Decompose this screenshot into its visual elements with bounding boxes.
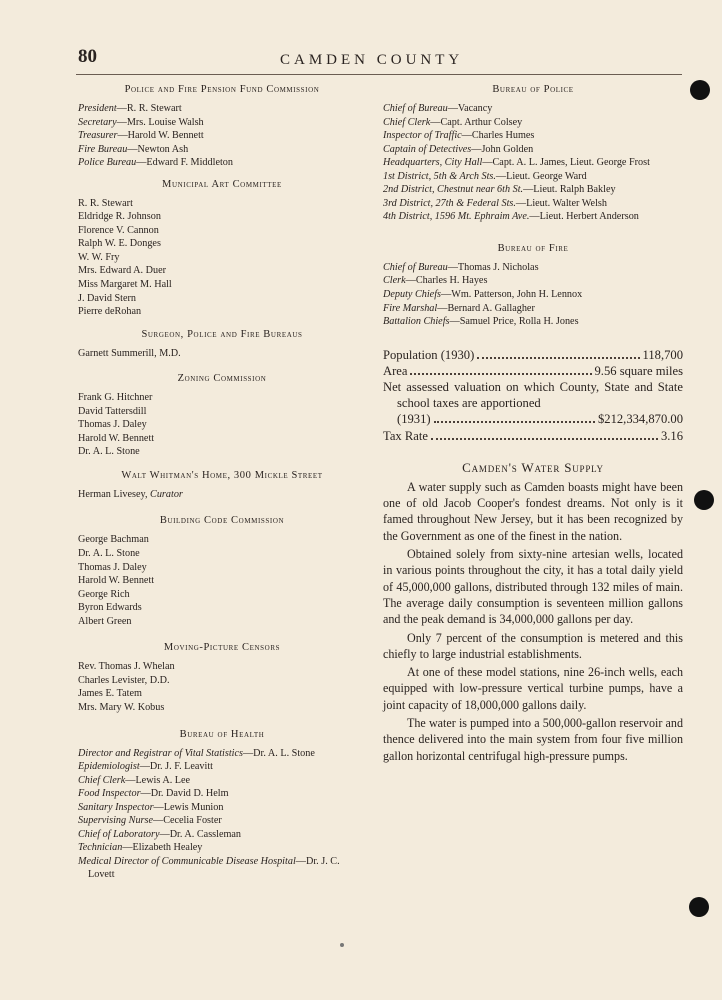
officer-entry bbox=[383, 302, 683, 316]
leader-dots bbox=[477, 357, 639, 359]
officer-name: —Lieut. Ralph Bakley bbox=[523, 184, 616, 196]
member-name: George Bachman bbox=[78, 534, 149, 546]
section-title: Moving-Picture Censors bbox=[163, 642, 281, 654]
section-title: Walt Whitman's Home, 300 Mickle Street bbox=[121, 469, 323, 481]
leader-dots bbox=[410, 373, 591, 375]
officer-name: —Lieut. George Ward bbox=[495, 170, 587, 182]
officer-role: Sanitary Inspector bbox=[78, 801, 154, 813]
curator-name: Herman Livesey, bbox=[78, 488, 151, 500]
officer-name: —Edward F. Middleton bbox=[136, 157, 233, 169]
officer-role: Chief Clerk bbox=[383, 116, 431, 128]
officer-role: Director and Registrar of Vital Statistics bbox=[78, 747, 243, 759]
officer-entry bbox=[383, 156, 683, 170]
officer-entry bbox=[78, 760, 366, 774]
officer-role: 1st District, 5th & Arch Sts. bbox=[383, 170, 496, 182]
valuation-value: $212,334,870.00 bbox=[597, 412, 683, 427]
officer-entry bbox=[383, 129, 683, 143]
member-name: Eldridge R. Johnson bbox=[78, 211, 161, 223]
officer-role: Captain of Detectives bbox=[383, 143, 472, 155]
officer-role: Clerk bbox=[383, 275, 406, 287]
left-column bbox=[78, 83, 366, 882]
officer-entry bbox=[78, 102, 366, 116]
officer-role: 3rd District, 27th & Federal Sts. bbox=[383, 197, 516, 209]
officer-name: —R. R. Stewart bbox=[116, 103, 182, 114]
officer-role: Chief Clerk bbox=[78, 774, 126, 786]
tax-rate-row bbox=[383, 428, 683, 444]
curator-entry bbox=[78, 488, 366, 502]
member-name: J. David Stern bbox=[78, 292, 137, 304]
officer-entry bbox=[78, 156, 366, 170]
officer-role: Headquarters, City Hall bbox=[383, 157, 483, 169]
city-statistics bbox=[383, 347, 683, 444]
area-value: 9.56 square miles bbox=[594, 363, 683, 378]
officer-entry bbox=[78, 143, 366, 157]
running-head: CAMDEN COUNTY bbox=[280, 52, 464, 68]
member-name: Florence V. Cannon bbox=[78, 224, 159, 236]
body-paragraph: At one of these model stations, nine 26-inch wells, each equipped with low-pressure vertical turbine pumps, have a joint capacity of 18,000,000 gallons daily. bbox=[383, 665, 683, 712]
officer-name: —Lieut. Herbert Anderson bbox=[529, 211, 639, 223]
area-label: Area bbox=[383, 363, 408, 378]
officer-name: —Thomas J. Nicholas bbox=[447, 261, 539, 273]
member-name: Ralph W. E. Donges bbox=[78, 238, 161, 250]
member-name: Byron Edwards bbox=[78, 602, 142, 614]
officer-entry bbox=[383, 143, 683, 157]
member-name: W. W. Fry bbox=[78, 251, 120, 263]
population-value: 118,700 bbox=[642, 347, 683, 362]
population-row bbox=[383, 347, 683, 363]
officer-role: 2nd District, Chestnut near 6th St. bbox=[383, 184, 524, 196]
officer-entry bbox=[383, 315, 683, 329]
member-name: Garnett Summerill, M.D. bbox=[78, 347, 181, 359]
officer-name: —John Golden bbox=[471, 143, 534, 155]
officer-role: Medical Director of Communicable Disease Hospital bbox=[78, 855, 296, 867]
officer-name: —Harold W. Bennett bbox=[117, 130, 204, 142]
binder-hole bbox=[694, 490, 714, 510]
officer-role: Chief of Bureau bbox=[383, 103, 448, 114]
officer-name: —Lieut. Walter Welsh bbox=[515, 197, 607, 209]
officer-entry bbox=[383, 183, 683, 197]
officer-name: —Charles H. Hayes bbox=[405, 275, 488, 287]
body-paragraph: The water is pumped into a 500,000-gallon reservoir and thence delivered into the main system from four five million gallon horizontal centrifugal high-pressure pumps. bbox=[383, 716, 683, 763]
building-code-section bbox=[78, 514, 366, 628]
officer-entry bbox=[383, 170, 683, 184]
right-column bbox=[383, 83, 683, 766]
section-title: Municipal Art Committee bbox=[162, 178, 282, 190]
water-supply-title: Camden's Water Supply bbox=[462, 459, 604, 475]
officer-name: —Capt. A. L. James, Lieut. George Frost bbox=[482, 157, 650, 169]
member-name: Dr. A. L. Stone bbox=[78, 446, 140, 458]
officer-name: —Newton Ash bbox=[127, 143, 189, 155]
leader-dots bbox=[434, 421, 595, 423]
officer-entry bbox=[383, 274, 683, 288]
officer-entry bbox=[78, 774, 366, 788]
tax-rate-label: Tax Rate bbox=[383, 428, 428, 443]
member-name: Dr. A. L. Stone bbox=[78, 548, 140, 560]
page-number: 80 bbox=[78, 46, 97, 67]
valuation-text: Net assessed valuation on which County, State and State school taxes are apportioned bbox=[383, 380, 683, 411]
officer-name: —Wm. Patterson, John H. Lennox bbox=[441, 289, 583, 301]
officer-role: Fire Bureau bbox=[78, 143, 128, 155]
section-title: Building Code Commission bbox=[159, 515, 285, 527]
member-name: George Rich bbox=[78, 588, 130, 600]
paper-speck bbox=[340, 943, 344, 947]
body-paragraph: Obtained solely from sixty-nine artesian wells, located in various points throughout the city, it has a total daily yield of 45,000,000 gallons, distributed through 132 miles of main. The average daily consumption is seventeen million gallons and the peak demand is 34,000,000 gallons per day. bbox=[383, 547, 683, 627]
officer-name: —Elizabeth Healey bbox=[122, 842, 203, 854]
binder-hole bbox=[689, 897, 709, 917]
area-row bbox=[383, 363, 683, 379]
officer-role: Food Inspector bbox=[78, 788, 141, 800]
officer-entry bbox=[383, 197, 683, 211]
surgeon-section bbox=[78, 328, 366, 361]
officer-entry bbox=[383, 102, 683, 116]
officer-role: Chief of Bureau bbox=[383, 261, 448, 273]
member-name: Miss Margaret M. Hall bbox=[78, 279, 172, 291]
member-name: Charles Levister, D.D. bbox=[78, 674, 170, 686]
art-committee-section bbox=[78, 178, 366, 319]
officer-name: —Lewis Munion bbox=[153, 801, 224, 813]
officer-entry bbox=[383, 288, 683, 302]
water-supply-section bbox=[383, 460, 683, 764]
officer-role: Chief of Laboratory bbox=[78, 828, 160, 840]
officer-name: —Lewis A. Lee bbox=[125, 774, 191, 786]
member-name: Albert Green bbox=[78, 615, 132, 627]
binder-hole bbox=[690, 80, 710, 100]
officer-entry bbox=[78, 828, 366, 842]
officer-name: —Cecelia Foster bbox=[153, 815, 222, 827]
health-bureau-section bbox=[78, 728, 366, 882]
member-name: Pierre deRohan bbox=[78, 306, 142, 318]
section-title: Bureau of Fire bbox=[497, 242, 569, 254]
officer-role: 4th District, 1596 Mt. Ephraim Ave. bbox=[383, 211, 530, 223]
section-title: Surgeon, Police and Fire Bureaus bbox=[141, 328, 303, 340]
body-paragraph: A water supply such as Camden boasts might have been one of old Jacob Cooper's fondest dreams. Not only is it famed throughout New Jersey, but it has been recognized by the Government as one of the finest in the nation. bbox=[383, 479, 683, 543]
officer-name: —Bernard A. Gallagher bbox=[437, 302, 535, 314]
officer-name: —Dr. A. L. Stone bbox=[242, 747, 315, 759]
officer-role: Battalion Chiefs bbox=[383, 316, 450, 328]
officer-role: Fire Marshal bbox=[383, 302, 438, 314]
officer-name: —Samuel Price, Rolla H. Jones bbox=[449, 316, 579, 328]
member-name: Mrs. Edward A. Duer bbox=[78, 265, 166, 277]
officer-role: Police Bureau bbox=[78, 157, 137, 169]
header-rule bbox=[76, 74, 682, 75]
leader-dots bbox=[431, 438, 658, 440]
officer-role: Supervising Nurse bbox=[78, 815, 153, 827]
member-name: James E. Tatem bbox=[78, 688, 142, 700]
officer-role: Inspector of Traffic bbox=[383, 130, 462, 142]
officer-entry bbox=[78, 855, 366, 882]
officer-entry bbox=[78, 747, 366, 761]
member-name: Thomas J. Daley bbox=[78, 419, 147, 431]
valuation-year: (1931) bbox=[397, 412, 431, 427]
officer-entry bbox=[78, 116, 366, 130]
valuation-row bbox=[383, 411, 683, 427]
officer-entry bbox=[383, 210, 683, 224]
officer-role: Epidemiologist bbox=[78, 761, 140, 773]
section-title: Police and Fire Pension Fund Commission bbox=[124, 84, 320, 95]
body-paragraph: Only 7 percent of the consumption is metered and this chiefly to large industrial establishments. bbox=[383, 630, 683, 661]
tax-rate-value: 3.16 bbox=[660, 428, 683, 443]
officer-entry bbox=[383, 116, 683, 130]
officer-name: —Dr. J. C. Lovett bbox=[88, 855, 340, 881]
officer-role: Treasurer bbox=[78, 130, 118, 142]
whitman-home-section bbox=[78, 469, 366, 502]
curator-role: Curator bbox=[150, 488, 183, 500]
police-bureau-section bbox=[383, 83, 683, 224]
section-title: Bureau of Health bbox=[179, 728, 265, 740]
officer-entry bbox=[383, 261, 683, 275]
officer-entry bbox=[78, 801, 366, 815]
officer-name: —Dr. A. Cassleman bbox=[159, 828, 242, 840]
member-name: Rev. Thomas J. Whelan bbox=[78, 661, 175, 673]
officer-role: Technician bbox=[78, 842, 123, 854]
zoning-commission-section bbox=[78, 372, 366, 459]
officer-role: Deputy Chiefs bbox=[383, 289, 442, 301]
population-label: Population (1930) bbox=[383, 347, 475, 362]
officer-name: —Dr. David D. Helm bbox=[140, 788, 229, 800]
officer-entry bbox=[78, 129, 366, 143]
fire-bureau-section bbox=[383, 242, 683, 329]
member-name: Thomas J. Daley bbox=[78, 561, 147, 573]
member-name: David Tattersdill bbox=[78, 405, 147, 417]
officer-name: —Dr. J. F. Leavitt bbox=[139, 761, 214, 773]
member-name: Harold W. Bennett bbox=[78, 432, 155, 444]
section-title: Bureau of Police bbox=[492, 84, 574, 95]
pension-commission-section bbox=[78, 83, 366, 170]
member-name: Mrs. Mary W. Kobus bbox=[78, 701, 165, 713]
officer-name: —Mrs. Louise Walsh bbox=[116, 116, 204, 128]
section-title: Zoning Commission bbox=[177, 373, 267, 385]
officer-role: Secretary bbox=[78, 116, 117, 128]
member-name: Harold W. Bennett bbox=[78, 575, 155, 587]
officer-entry bbox=[78, 841, 366, 855]
movie-censors-section bbox=[78, 641, 366, 714]
officer-entry bbox=[78, 787, 366, 801]
officer-name: —Charles Humes bbox=[461, 130, 535, 142]
officer-name: —Capt. Arthur Colsey bbox=[430, 116, 523, 128]
officer-role: President bbox=[78, 103, 117, 114]
officer-entry bbox=[78, 814, 366, 828]
member-name: R. R. Stewart bbox=[78, 197, 133, 209]
officer-name: —Vacancy bbox=[447, 103, 493, 114]
member-name: Frank G. Hitchner bbox=[78, 392, 153, 404]
